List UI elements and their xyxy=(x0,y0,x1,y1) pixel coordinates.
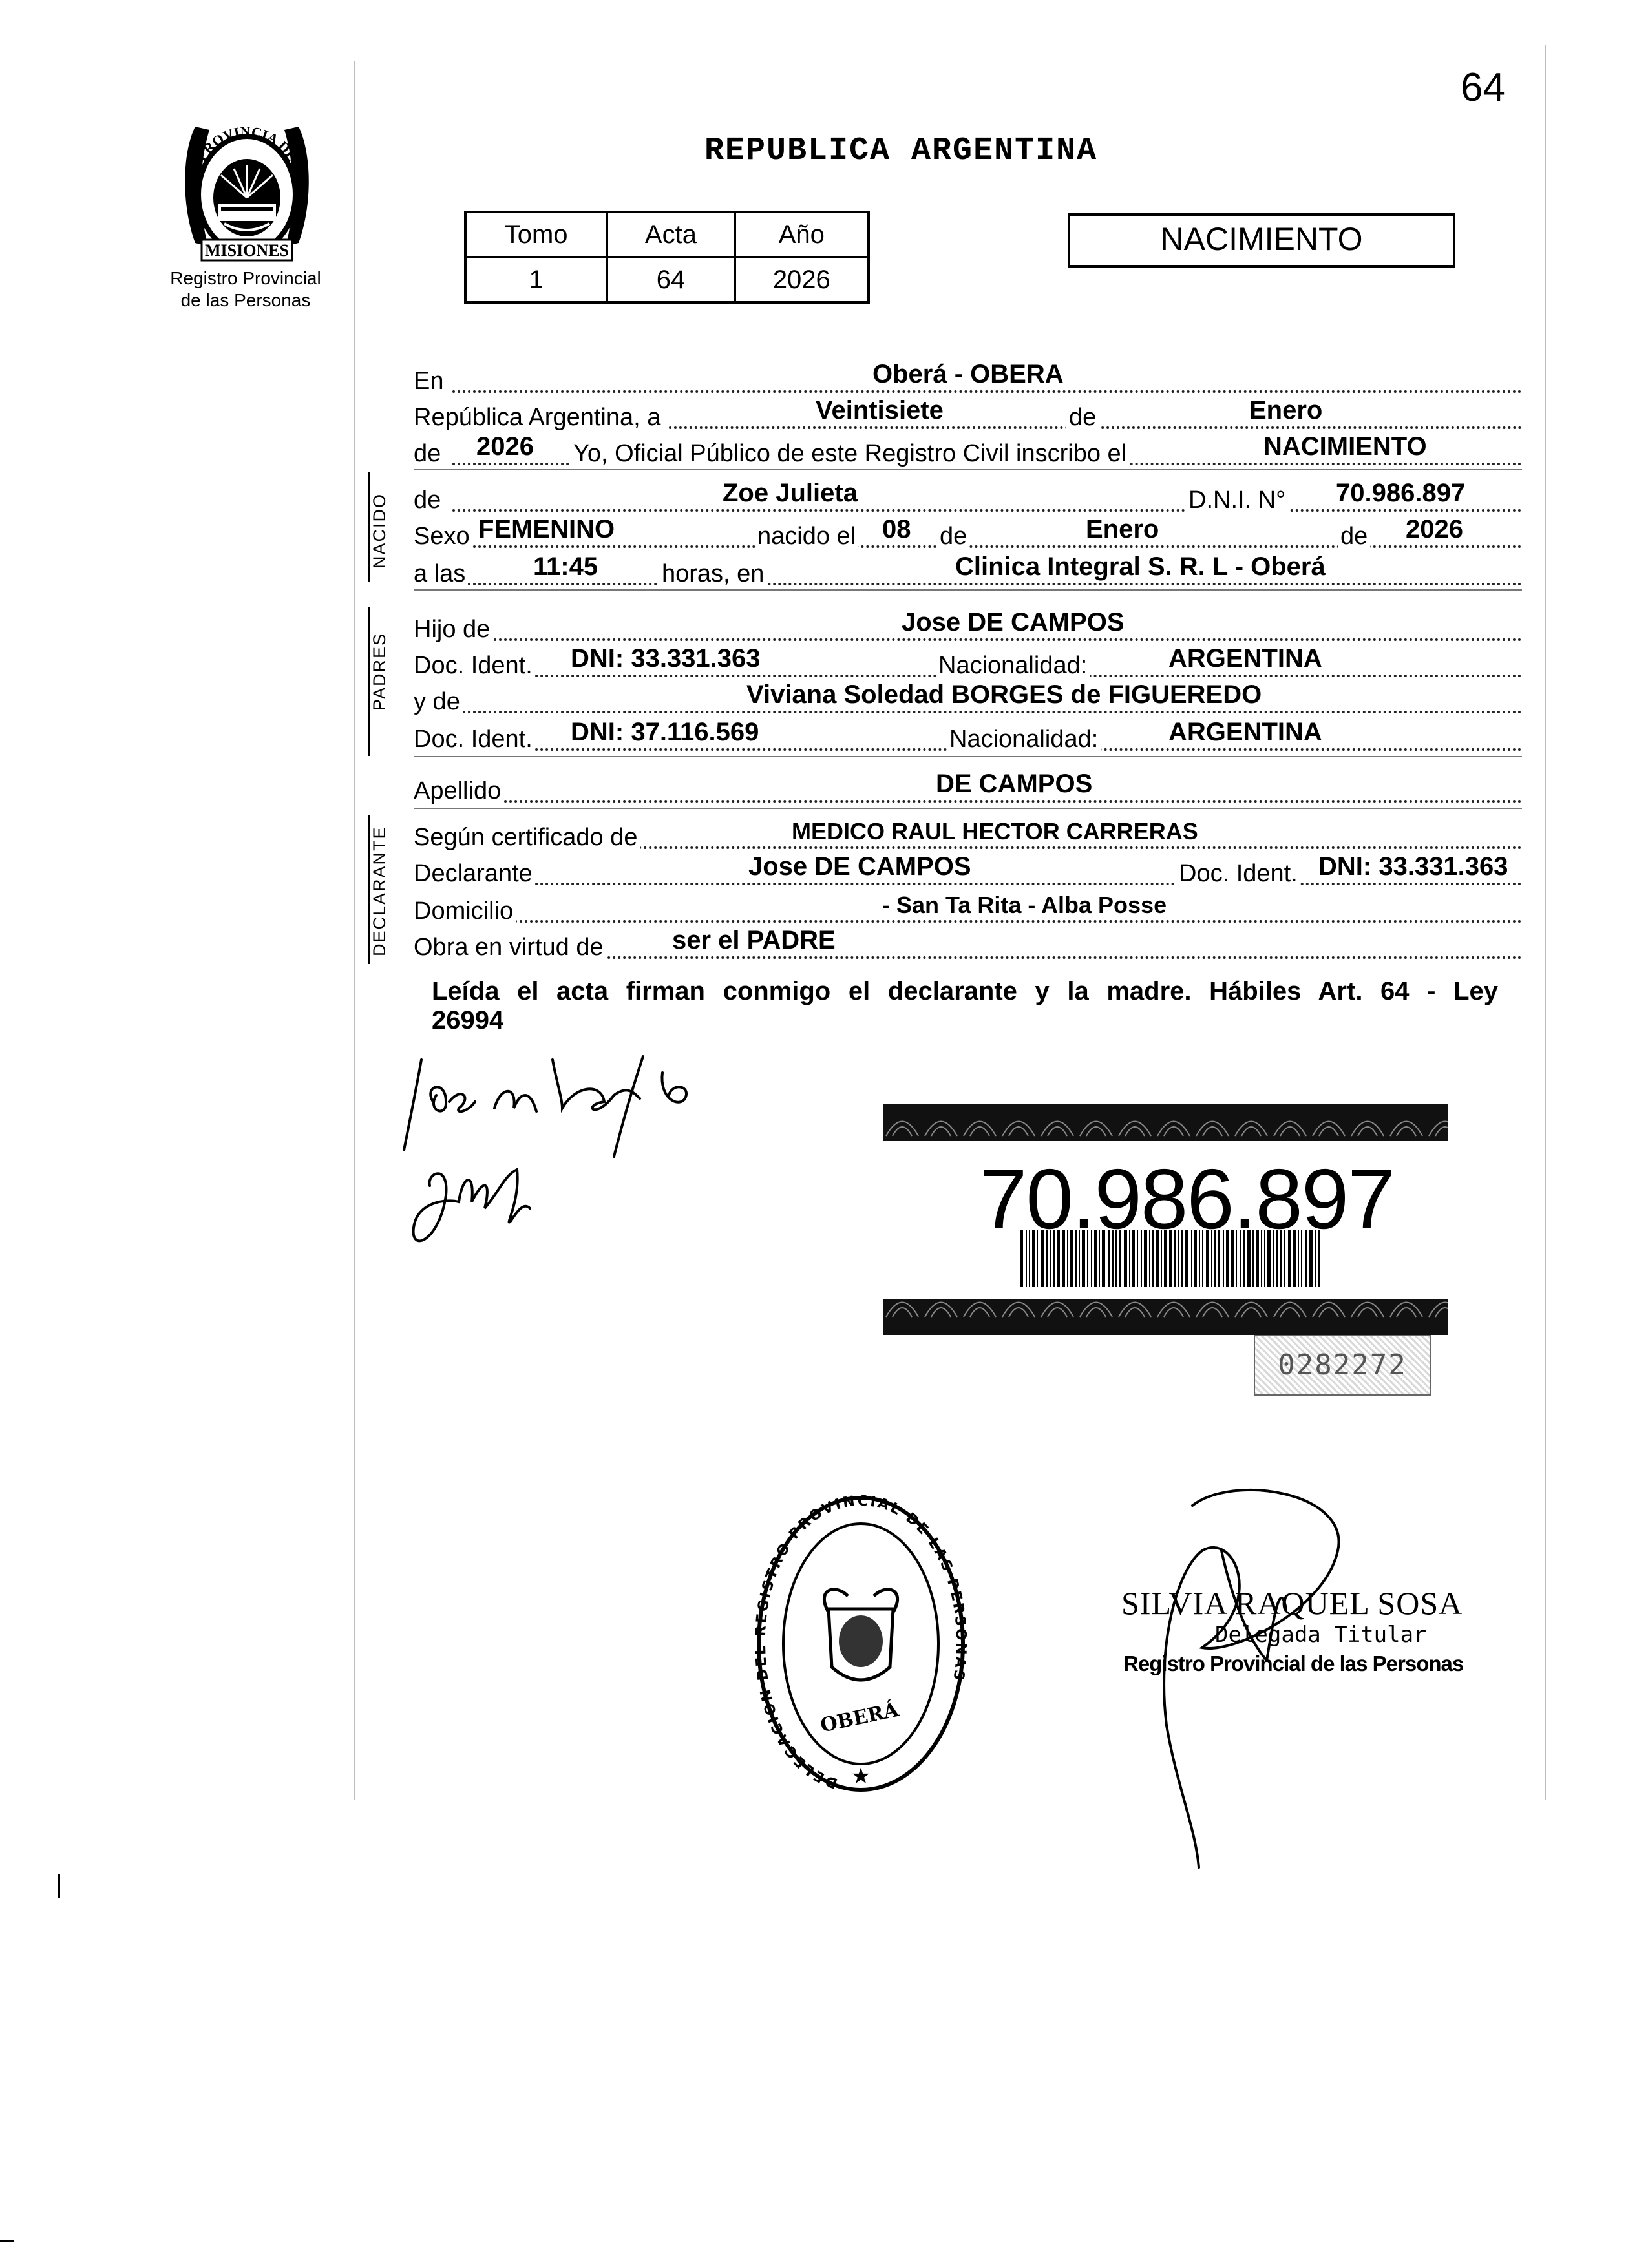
field-declarante-doc-value: DNI: 33.331.363 xyxy=(1318,852,1508,881)
svg-text:★: ★ xyxy=(850,1764,871,1789)
field-fecha xyxy=(414,398,1522,433)
serial-stamp: 0282272 xyxy=(1254,1335,1431,1396)
handwritten-signatures xyxy=(388,1047,814,1279)
field-declarante-doc-label: Doc. Ident. xyxy=(1176,860,1300,888)
field-madre xyxy=(414,682,1522,717)
left-margin-line xyxy=(354,61,355,1800)
field-nombre xyxy=(414,481,1522,516)
field-inscripcion-tipo: NACIMIENTO xyxy=(1263,432,1427,461)
field-en-value: Oberá - OBERA xyxy=(872,360,1064,388)
field-apellido-label: Apellido xyxy=(414,777,503,805)
field-obra-value: ser el PADRE xyxy=(672,926,836,954)
field-certificado-label: Según certificado de xyxy=(414,824,640,852)
separator-4 xyxy=(414,808,1522,809)
field-hora-value: 11:45 xyxy=(533,552,598,581)
field-nacido-label: nacido el xyxy=(755,523,858,551)
field-inscripcion xyxy=(414,434,1522,469)
field-declarante-value: Jose DE CAMPOS xyxy=(748,852,971,881)
svg-text:PROVINCIA DE: PROVINCIA DE xyxy=(193,123,301,164)
field-certificado-value: MEDICO RAUL HECTOR CARRERAS xyxy=(792,818,1198,845)
field-domicilio xyxy=(414,892,1522,927)
field-nacido-de: de xyxy=(937,523,969,551)
field-certificado xyxy=(414,818,1522,853)
field-sexo-label: Sexo xyxy=(414,523,472,551)
field-padre-nac-label: Nacionalidad: xyxy=(936,652,1090,680)
section-label-padres: PADRES xyxy=(370,632,389,711)
page-number: 64 xyxy=(1461,65,1505,110)
field-nombre-label: de xyxy=(414,487,443,514)
field-sexo-value: FEMENINO xyxy=(478,515,615,543)
field-inscripcion-texto: Yo, Oficial Público de este Registro Civil inscribo el xyxy=(571,440,1129,468)
official-signature-scribble xyxy=(1137,1480,1499,1880)
field-en-label: En xyxy=(414,368,446,395)
separator-1 xyxy=(414,469,1522,470)
official-registry: Registro Provincial de las Personas xyxy=(1123,1652,1464,1675)
section-rule-nacido xyxy=(368,472,370,582)
field-apellido-value: DE CAMPOS xyxy=(936,770,1093,798)
field-padre-label: Hijo de xyxy=(414,616,492,644)
act-type-box: NACIMIENTO xyxy=(1068,213,1455,268)
header-acta: Acta xyxy=(607,212,734,257)
field-declarante xyxy=(414,854,1522,889)
value-anio: 2026 xyxy=(735,257,869,302)
scan-mark xyxy=(0,2240,14,2242)
right-margin-line xyxy=(1545,45,1546,1800)
section-label-nacido: NACIDO xyxy=(370,492,389,569)
official-name: SILVIA RAQUEL SOSA xyxy=(1121,1585,1463,1621)
barcode-number: 70.986.897 xyxy=(980,1151,1394,1246)
svg-text:DELEGACION DEL REGISTRO PROVIN: DELEGACION DEL REGISTRO PROVINCIAL DE LAS PERSONAS xyxy=(752,1493,969,1792)
field-madre-doc xyxy=(414,720,1522,755)
field-domicilio-label: Domicilio xyxy=(414,898,516,925)
value-tomo: 1 xyxy=(465,257,607,302)
field-sexo xyxy=(414,517,1522,552)
closing-note-line1: Leída el acta firman conmigo el declarante y la madre. Hábiles Art. 64 - Ley xyxy=(432,977,1498,1005)
field-madre-doc-value: DNI: 37.116.569 xyxy=(571,718,759,746)
registry-caption-line1: Registro Provincial xyxy=(170,268,321,288)
field-domicilio-value: - San Ta Rita - Alba Posse xyxy=(882,892,1167,918)
field-fecha-label: República Argentina, a xyxy=(414,404,663,432)
field-fecha-mes: Enero xyxy=(1249,396,1323,425)
field-obra-label: Obra en virtud de xyxy=(414,934,606,961)
section-rule-padres xyxy=(368,607,370,756)
field-fecha-de: de xyxy=(1066,404,1099,432)
section-label-declarante: DECLARANTE xyxy=(370,826,389,956)
field-dni-value: 70.986.897 xyxy=(1336,479,1466,507)
field-lugar-value: Clinica Integral S. R. L - Oberá xyxy=(955,552,1326,581)
field-nombre-value: Zoe Julieta xyxy=(723,479,858,507)
field-en xyxy=(414,362,1522,397)
record-table xyxy=(464,211,870,304)
field-madre-label: y de xyxy=(414,688,463,716)
field-padre-doc-label: Doc. Ident. xyxy=(414,652,535,680)
registry-caption xyxy=(129,268,362,311)
field-declarante-label: Declarante xyxy=(414,860,535,888)
field-inscripcion-anio: 2026 xyxy=(476,432,534,461)
svg-text:MISIONES: MISIONES xyxy=(204,241,290,260)
country-title: REPUBLICA ARGENTINA xyxy=(704,132,1098,169)
field-nacido-de2: de xyxy=(1338,523,1370,551)
field-inscripcion-de: de xyxy=(414,440,443,468)
field-nacido-dia: 08 xyxy=(882,515,911,543)
field-hora-label: a las xyxy=(414,560,468,588)
registry-seal-stamp xyxy=(751,1486,971,1803)
field-padre-value: Jose DE CAMPOS xyxy=(902,608,1125,636)
field-madre-nac-value: ARGENTINA xyxy=(1168,718,1322,746)
closing-note xyxy=(432,977,1498,1035)
value-acta: 64 xyxy=(607,257,734,302)
field-apellido xyxy=(414,772,1522,806)
field-lugar-label: horas, en xyxy=(659,560,766,588)
field-obra xyxy=(414,928,1522,963)
field-padre xyxy=(414,610,1522,645)
closing-note-line2: 26994 xyxy=(432,1006,504,1034)
field-madre-value: Viviana Soledad BORGES de FIGUEREDO xyxy=(746,680,1262,709)
svg-text:OBERÁ: OBERÁ xyxy=(818,1698,901,1738)
field-nacido-mes: Enero xyxy=(1086,515,1159,543)
field-padre-nac-value: ARGENTINA xyxy=(1168,644,1322,673)
field-padre-doc-value: DNI: 33.331.363 xyxy=(571,644,761,673)
separator-2 xyxy=(414,589,1522,591)
official-title: Delegada Titular xyxy=(1215,1622,1427,1648)
header-anio: Año xyxy=(735,212,869,257)
section-rule-declarante xyxy=(368,815,370,964)
header-tomo: Tomo xyxy=(465,212,607,257)
scan-mark xyxy=(58,1874,60,1898)
field-nacido-anio: 2026 xyxy=(1406,515,1463,543)
field-madre-nac-label: Nacionalidad: xyxy=(947,726,1101,753)
province-coat-of-arms-logo xyxy=(169,114,324,269)
separator-3 xyxy=(414,756,1522,757)
registry-caption-line2: de las Personas xyxy=(180,290,311,310)
field-fecha-dia: Veintisiete xyxy=(816,396,944,425)
field-hora xyxy=(414,554,1522,589)
field-padre-doc xyxy=(414,646,1522,681)
field-dni-label: D.N.I. N° xyxy=(1186,487,1288,514)
field-madre-doc-label: Doc. Ident. xyxy=(414,726,535,753)
